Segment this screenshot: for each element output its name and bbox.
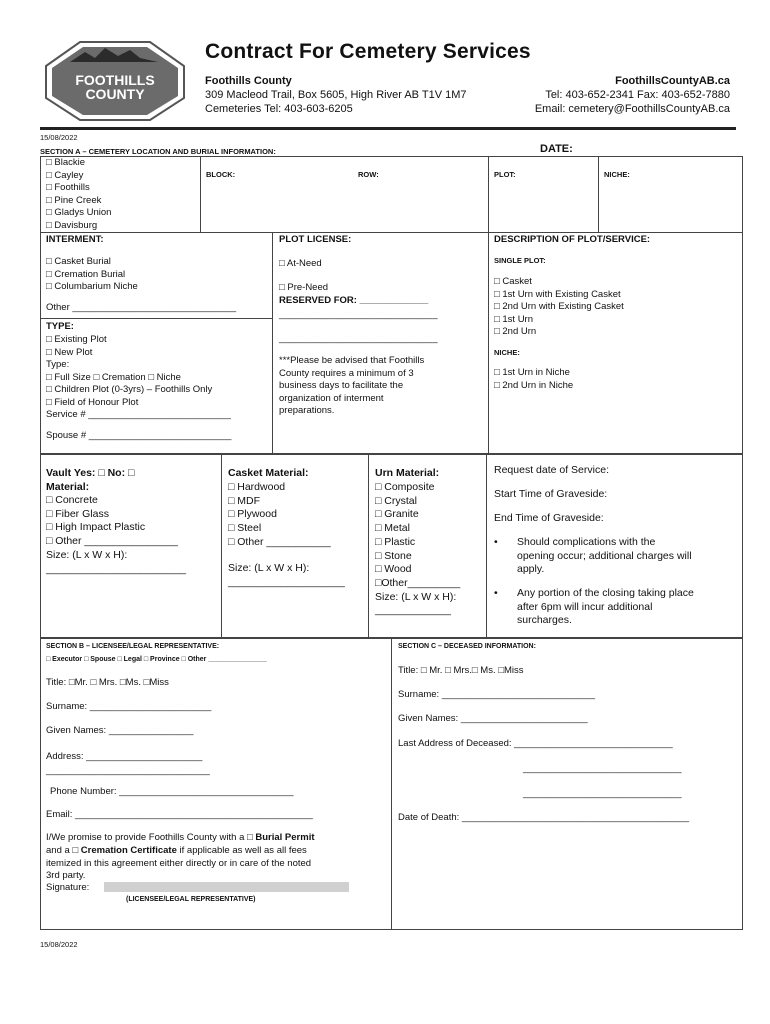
casket-other-field[interactable]: □ Other ___________ xyxy=(228,535,331,548)
cemetery-foothills-checkbox[interactable]: □ Foothills xyxy=(46,182,90,193)
promise-text: and a □ xyxy=(46,845,81,856)
divider xyxy=(221,454,222,638)
deceased-last-address-field[interactable]: Last Address of Deceased: ______________________________ xyxy=(398,738,673,749)
high-impact-plastic-checkbox[interactable]: □ High Impact Plastic xyxy=(46,521,146,534)
fiber-glass-checkbox[interactable]: □ Fiber Glass xyxy=(46,507,109,520)
urn-size-field[interactable]: _____________ xyxy=(375,604,451,617)
single-plot-options xyxy=(494,276,624,339)
granite-checkbox[interactable]: □ Granite xyxy=(375,508,419,521)
vault-material-label: Material: xyxy=(46,481,90,493)
vault-size-label: Size: (L x W x H): xyxy=(46,548,128,561)
licensee-phone-field[interactable]: Phone Number: _________________________________ xyxy=(50,786,294,797)
stone-checkbox[interactable]: □ Stone xyxy=(375,549,412,562)
note-line: apply. xyxy=(517,563,545,576)
concrete-checkbox[interactable]: □ Concrete xyxy=(46,494,98,506)
casket-size-field[interactable]: ____________________ xyxy=(228,576,345,588)
steel-checkbox[interactable]: □ Steel xyxy=(228,522,262,535)
service-number-field[interactable]: Service # ___________________________ xyxy=(46,409,231,420)
document-title: Contract For Cemetery Services xyxy=(205,40,531,63)
type-label: TYPE: xyxy=(46,321,74,332)
divider xyxy=(40,318,272,319)
divider xyxy=(598,156,599,232)
notice-line: business days to facilitate the xyxy=(279,380,404,391)
licensee-given-names-field[interactable]: Given Names: ________________ xyxy=(46,725,194,736)
divider xyxy=(200,156,201,232)
signature-field[interactable] xyxy=(104,882,349,892)
type-sub-label: Type: xyxy=(46,359,70,370)
deceased-surname-field[interactable]: Surname: _____________________________ xyxy=(398,689,596,700)
casket-size-label: Size: (L x W x H): xyxy=(228,562,310,574)
spouse-number-field[interactable]: Spouse # ___________________________ xyxy=(46,430,232,441)
urn-options xyxy=(375,481,460,618)
promise-line-3: itemized in this agreement either directly or in care of the noted xyxy=(46,858,312,869)
columbarium-niche-checkbox[interactable]: □ Columbarium Niche xyxy=(46,281,138,292)
composite-checkbox[interactable]: □ Composite xyxy=(375,481,435,493)
note-line: surcharges. xyxy=(517,614,572,627)
field-of-honour-checkbox[interactable]: □ Field of Honour Plot xyxy=(46,396,139,408)
divider xyxy=(272,232,273,454)
burial-permit-checkbox-label[interactable]: Burial Permit xyxy=(255,832,315,843)
deceased-address-line-3[interactable]: ______________________________ xyxy=(523,788,682,799)
plot-size-options[interactable]: □ Full Size □ Cremation □ Niche xyxy=(46,371,181,383)
existing-plot-checkbox[interactable]: □ Existing Plot xyxy=(46,334,107,345)
promise-line-1 xyxy=(46,832,315,845)
interment-label: INTERMENT: xyxy=(46,234,104,245)
logo-text xyxy=(40,73,190,101)
metal-checkbox[interactable]: □ Metal xyxy=(375,522,410,535)
section-b-heading: SECTION B – LICENSEE/LEGAL REPRESENTATIVE: xyxy=(46,643,220,650)
first-urn-niche-checkbox[interactable]: □ 1st Urn in Niche xyxy=(494,367,570,378)
crystal-checkbox[interactable]: □ Crystal xyxy=(375,494,417,507)
block-label: BLOCK: xyxy=(206,170,236,179)
plastic-checkbox[interactable]: □ Plastic xyxy=(375,535,416,548)
wood-checkbox[interactable]: □ Wood xyxy=(375,563,412,576)
cemetery-gladys-union-checkbox[interactable]: □ Gladys Union xyxy=(46,207,112,218)
bullet-icon: • xyxy=(494,587,498,599)
logo-text-line1: FOOTHILLS xyxy=(75,72,155,88)
niche-options xyxy=(494,367,573,392)
vault-yes-no[interactable]: Vault Yes: □ No: □ xyxy=(46,467,135,479)
section-c-heading: SECTION C – DECEASED INFORMATION: xyxy=(398,643,536,650)
address: 309 Macleod Trail, Box 5605, High River AB T1V 1M7 xyxy=(205,89,467,101)
vault-size-field[interactable]: ________________________ xyxy=(46,562,187,575)
note-line: Any portion of the closing taking place xyxy=(517,587,694,599)
licensee-address-line-2[interactable]: _______________________________ xyxy=(46,765,210,776)
divider xyxy=(391,638,392,930)
first-urn-checkbox[interactable]: □ 1st Urn xyxy=(494,313,533,325)
cemetery-davisburg-checkbox[interactable]: □ Davisburg xyxy=(46,219,98,231)
cemetery-pine-creek-checkbox[interactable]: □ Pine Creek xyxy=(46,194,102,206)
note-line: Should complications with the xyxy=(517,536,656,548)
licensee-surname-field[interactable]: Surname: _______________________ xyxy=(46,701,212,712)
request-date-field[interactable]: Request date of Service: xyxy=(494,464,609,476)
second-urn-niche-checkbox[interactable]: □ 2nd Urn in Niche xyxy=(494,379,574,391)
date-of-death-field[interactable]: Date of Death: ___________________________________________ xyxy=(398,812,690,823)
deceased-title-options[interactable]: Title: □ Mr. □ Mrs.□ Ms. □Miss xyxy=(398,665,524,676)
licensee-address-field[interactable]: Address: ______________________ xyxy=(46,751,203,762)
promise-text: if applicable as well as all fees xyxy=(176,845,307,856)
deceased-given-names-field[interactable]: Given Names: ________________________ xyxy=(398,713,588,724)
niche-section-label: NICHE: xyxy=(494,348,520,357)
promise-line-4: 3rd party. xyxy=(46,870,86,881)
section-a-heading: SECTION A – CEMETERY LOCATION AND BURIAL INFORMATION: xyxy=(40,147,276,156)
reserved-line-1[interactable]: ______________________________ xyxy=(279,309,438,320)
licensee-email-field[interactable]: Email: _____________________________________________ xyxy=(46,809,313,820)
cemetery-blackie-checkbox[interactable]: □ Blackie xyxy=(46,157,86,168)
header-rule xyxy=(40,127,736,130)
website: FoothillsCountyAB.ca xyxy=(615,75,730,87)
divider xyxy=(368,454,369,638)
cemetery-cayley-checkbox[interactable]: □ Cayley xyxy=(46,169,84,181)
plot-license-label: PLOT LICENSE: xyxy=(279,234,352,245)
after-6pm-note xyxy=(517,587,694,628)
divider xyxy=(488,156,489,454)
single-plot-label: SINGLE PLOT: xyxy=(494,256,546,265)
casket-options xyxy=(228,481,331,550)
urn-material-label: Urn Material: xyxy=(375,467,440,479)
divider xyxy=(40,232,743,233)
interment-other-field[interactable]: Other _______________________________ xyxy=(46,302,237,313)
new-plot-checkbox[interactable]: □ New Plot xyxy=(46,346,93,358)
date-label: DATE: xyxy=(540,143,573,155)
org-name: Foothills County xyxy=(205,75,292,87)
notice-line: preparations. xyxy=(279,405,335,416)
reserved-for-field[interactable]: RESERVED FOR: _____________ xyxy=(279,295,429,306)
logo-text-line2: COUNTY xyxy=(85,86,145,102)
type-options xyxy=(46,334,231,422)
divider xyxy=(486,454,487,638)
interment-options xyxy=(46,256,138,294)
casket-checkbox[interactable]: □ Casket xyxy=(494,276,532,287)
licensee-title-options[interactable]: Title: □Mr. □ Mrs. □Ms. □Miss xyxy=(46,677,169,688)
at-need-checkbox[interactable]: □ At-Need xyxy=(279,258,322,269)
interment-notice xyxy=(279,355,424,418)
cremation-certificate-checkbox-label[interactable]: Cremation Certificate xyxy=(80,845,177,856)
plywood-checkbox[interactable]: □ Plywood xyxy=(228,508,277,521)
date-top: 15/08/2022 xyxy=(40,133,78,142)
cemeteries-tel: Cemeteries Tel: 403-603-6205 xyxy=(205,103,353,115)
vault-other-field[interactable]: □ Other ________________ xyxy=(46,535,178,548)
representative-role-options[interactable]: □ Executor □ Spouse □ Legal □ Province □ Other _______________ xyxy=(46,656,267,663)
note-line: after 6pm will incur additional xyxy=(517,600,653,613)
notice-line: County requires a minimum of 3 xyxy=(279,367,414,379)
urn-other-field[interactable]: □Other_________ xyxy=(375,576,461,589)
start-time-field[interactable]: Start Time of Graveside: xyxy=(494,488,608,500)
cremation-burial-checkbox[interactable]: □ Cremation Burial xyxy=(46,268,126,280)
bullet-icon: • xyxy=(494,536,498,548)
urn-size-label: Size: (L x W x H): xyxy=(375,590,457,603)
second-urn-checkbox[interactable]: □ 2nd Urn xyxy=(494,326,537,337)
second-urn-existing-casket-checkbox[interactable]: □ 2nd Urn with Existing Casket xyxy=(494,301,624,312)
vault-options xyxy=(46,494,186,576)
row-label: ROW: xyxy=(358,170,379,179)
cemetery-list xyxy=(46,157,111,232)
tel-fax: Tel: 403-652-2341 Fax: 403-652-7880 xyxy=(545,89,730,101)
niche-label: NICHE: xyxy=(604,170,630,179)
promise-text: I/We promise to provide Foothills County with a □ xyxy=(46,832,256,843)
email: Email: cemetery@FoothillsCountyAB.ca xyxy=(534,103,730,115)
promise-line-2 xyxy=(46,845,307,858)
first-urn-existing-casket-checkbox[interactable]: □ 1st Urn with Existing Casket xyxy=(494,288,621,300)
reserved-line-2[interactable]: ______________________________ xyxy=(279,333,438,344)
mdf-checkbox[interactable]: □ MDF xyxy=(228,494,261,507)
pre-need-checkbox[interactable]: □ Pre-Need xyxy=(279,282,329,293)
hardwood-checkbox[interactable]: □ Hardwood xyxy=(228,481,286,493)
deceased-address-line-2[interactable]: ______________________________ xyxy=(523,763,682,774)
date-bottom: 15/08/2022 xyxy=(40,940,78,949)
description-label: DESCRIPTION OF PLOT/SERVICE: xyxy=(494,234,651,245)
children-plot-checkbox[interactable]: □ Children Plot (0-3yrs) – Foothills Only xyxy=(46,384,213,395)
notice-line: ***Please be advised that Foothills xyxy=(279,355,425,366)
signature-caption: (LICENSEE/LEGAL REPRESENTATIVE) xyxy=(126,896,256,903)
complications-note xyxy=(517,536,692,577)
plot-label: PLOT: xyxy=(494,170,516,179)
notice-line: organization of interment xyxy=(279,392,384,404)
signature-label: Signature: xyxy=(46,882,90,893)
note-line: opening occur; additional charges will xyxy=(517,549,692,562)
casket-burial-checkbox[interactable]: □ Casket Burial xyxy=(46,256,111,267)
end-time-field[interactable]: End Time of Graveside: xyxy=(494,512,604,524)
casket-material-label: Casket Material: xyxy=(228,467,309,479)
